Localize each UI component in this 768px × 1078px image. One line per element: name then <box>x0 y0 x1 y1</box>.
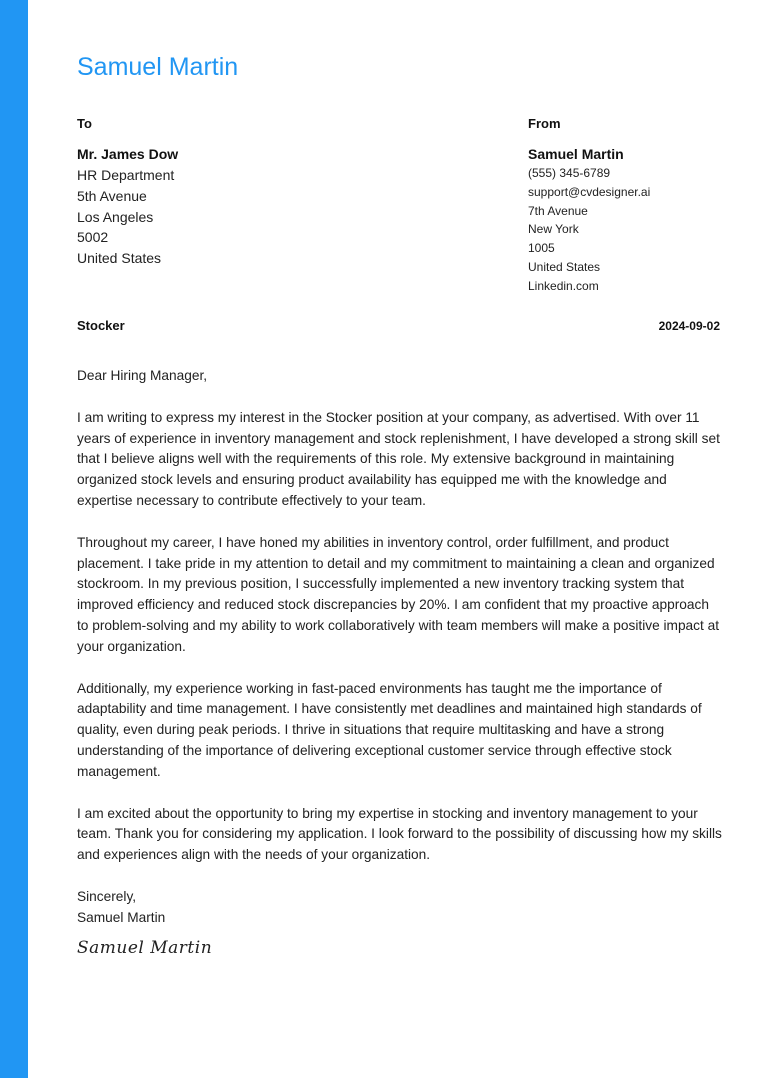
page-title: Samuel Martin <box>77 53 239 81</box>
letter-body <box>77 366 722 929</box>
recipient-postal-code: 5002 <box>77 229 109 246</box>
paragraph-4: I am excited about the opportunity to bring my expertise in stocking and inventory management to your team. Thank you for considering my application. I look forward to the possibility of discussing how my skills and experiences align with the needs of your organization. <box>77 805 722 863</box>
subject-line: Stocker <box>77 318 125 333</box>
closing: Sincerely, <box>77 888 137 904</box>
from-label: From <box>528 116 561 131</box>
sender-country: United States <box>528 259 601 274</box>
paragraph-3: Additionally, my experience working in fast-paced environments has taught me the importance of adaptability and time management. I have consistently met deadlines and maintained high standards of quality, even during peak periods. I thrive in situations that require multitasking and have a strong understanding of the importance of delivering exceptional customer service through effective stock management. <box>77 680 702 779</box>
to-label: To <box>77 116 92 131</box>
sender-email: support@cvdesigner.ai <box>528 184 651 199</box>
accent-sidebar <box>0 0 28 1078</box>
sender-city: New York <box>528 222 579 237</box>
recipient-department: HR Department <box>77 167 175 183</box>
recipient-name: Mr. James Dow <box>77 146 179 162</box>
subject-row <box>77 317 720 335</box>
letter-date: 2024-09-02 <box>658 319 720 333</box>
sender-phone: (555) 345-6789 <box>528 166 611 180</box>
sender-name: Samuel Martin <box>528 146 624 162</box>
recipient-city: Los Angeles <box>77 208 154 225</box>
sender-postal-code: 1005 <box>528 241 555 256</box>
recipient-block <box>77 144 377 269</box>
recipient-street: 5th Avenue <box>77 187 147 204</box>
sender-street: 7th Avenue <box>528 203 588 218</box>
handwritten-signature: Samuel Martin <box>77 938 213 958</box>
recipient-country: United States <box>77 250 162 267</box>
sender-block <box>528 144 728 296</box>
sender-linkedin: Linkedin.com <box>528 278 599 293</box>
paragraph-2: Throughout my career, I have honed my abilities in inventory control, order fulfillment, and product placement. I take pride in my attention to detail and my commitment to maintaining a clean and organized stockroom. In my previous position, I successfully implemented a new inventory tracking system that improved efficiency and reduced stock discrepancies by 20%. I am confident that my proactive approach to problem-solving and my ability to work collaboratively with team members will make a positive impact at your organization. <box>77 534 720 654</box>
greeting: Dear Hiring Manager, <box>77 368 208 383</box>
paragraph-1: I am writing to express my interest in the Stocker position at your company, as advertised. With over 11 years of experience in inventory management and stock replenishment, I have developed a strong skill set that I believe aligns well with the requirements of this role. My extensive background in maintaining organized stock levels and ensuring product availability has equipped me with the knowledge and expertise necessary to contribute effectively to your team. <box>77 409 720 508</box>
signoff-name: Samuel Martin <box>77 909 166 925</box>
